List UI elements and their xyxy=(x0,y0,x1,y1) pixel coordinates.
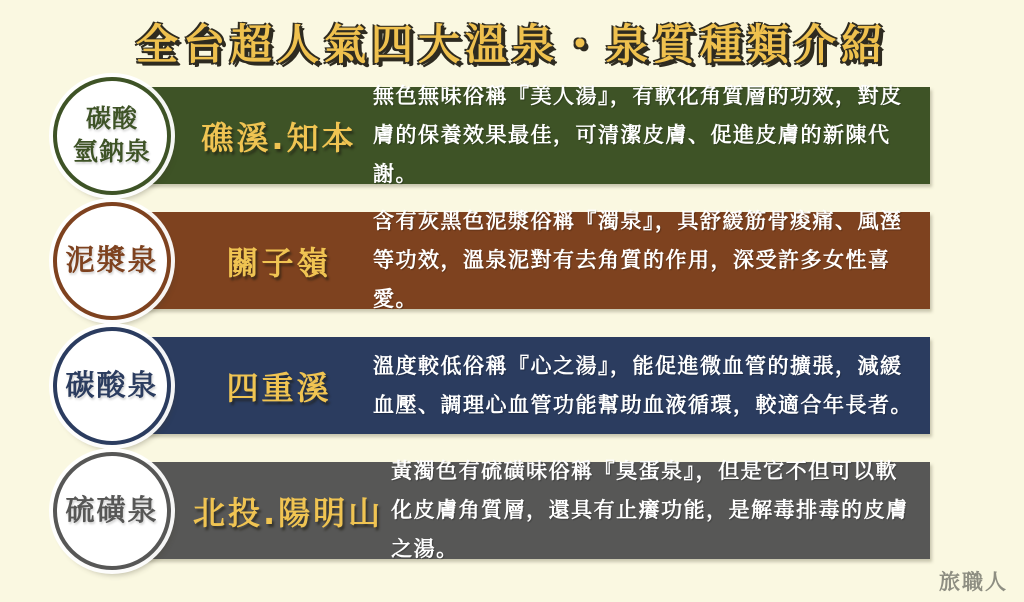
brand-label: 旅職人 xyxy=(939,570,1008,594)
spring-row-mud xyxy=(65,209,930,311)
spring-type-badge xyxy=(53,452,171,570)
location-label: 礁溪.知本 xyxy=(201,118,357,157)
row-bar xyxy=(105,209,930,311)
badge-line: 泥漿泉 xyxy=(65,242,159,277)
location-label: 四重溪 xyxy=(226,368,332,407)
badge-line: 氫鈉泉 xyxy=(72,136,151,166)
badge-line: 碳酸 xyxy=(85,104,138,133)
spring-type-badge xyxy=(53,202,171,320)
location-label: 關子嶺 xyxy=(226,243,332,282)
location-label: 北投.陽明山 xyxy=(193,493,384,532)
spring-type-badge xyxy=(53,77,171,195)
page-title: 全台超人氣四大溫泉・泉質種類介紹 xyxy=(135,20,888,69)
row-bar xyxy=(105,459,930,561)
description-text: 無色無味俗稱『美人湯』，有軟化角質層的功效，對皮膚的保養效果最佳，可清潔皮膚、促進皮膚的新陳代謝。 xyxy=(373,84,903,186)
spring-row-sulfur xyxy=(65,459,930,561)
description-text: 溫度較低俗稱『心之湯』，能促進微血管的擴張，減緩血壓、調理心血管功能幫助血液循環，較適合年長者。 xyxy=(373,353,913,417)
badge-line: 碳酸泉 xyxy=(65,367,159,402)
spring-row-sodium-bicarbonate xyxy=(72,84,930,186)
row-bar xyxy=(105,84,930,186)
spring-row-carbonate xyxy=(65,337,930,434)
description-text: 含有灰黑色泥漿俗稱『濁泉』，具舒緩筋骨痠痛、風溼等功效，溫泉泥對有去角質的作用，深受許多女性喜愛。 xyxy=(373,209,903,311)
description-text: 黃濁色有硫磺味俗稱『臭蛋泉』，但是它不但可以軟化皮膚角質層，還具有止癢功能，是解毒排毒的皮膚之湯。 xyxy=(391,459,909,561)
badge-line: 硫磺泉 xyxy=(65,492,159,527)
row-bar xyxy=(105,337,930,434)
spring-type-badge xyxy=(53,327,171,445)
spring-rows xyxy=(0,84,1024,587)
